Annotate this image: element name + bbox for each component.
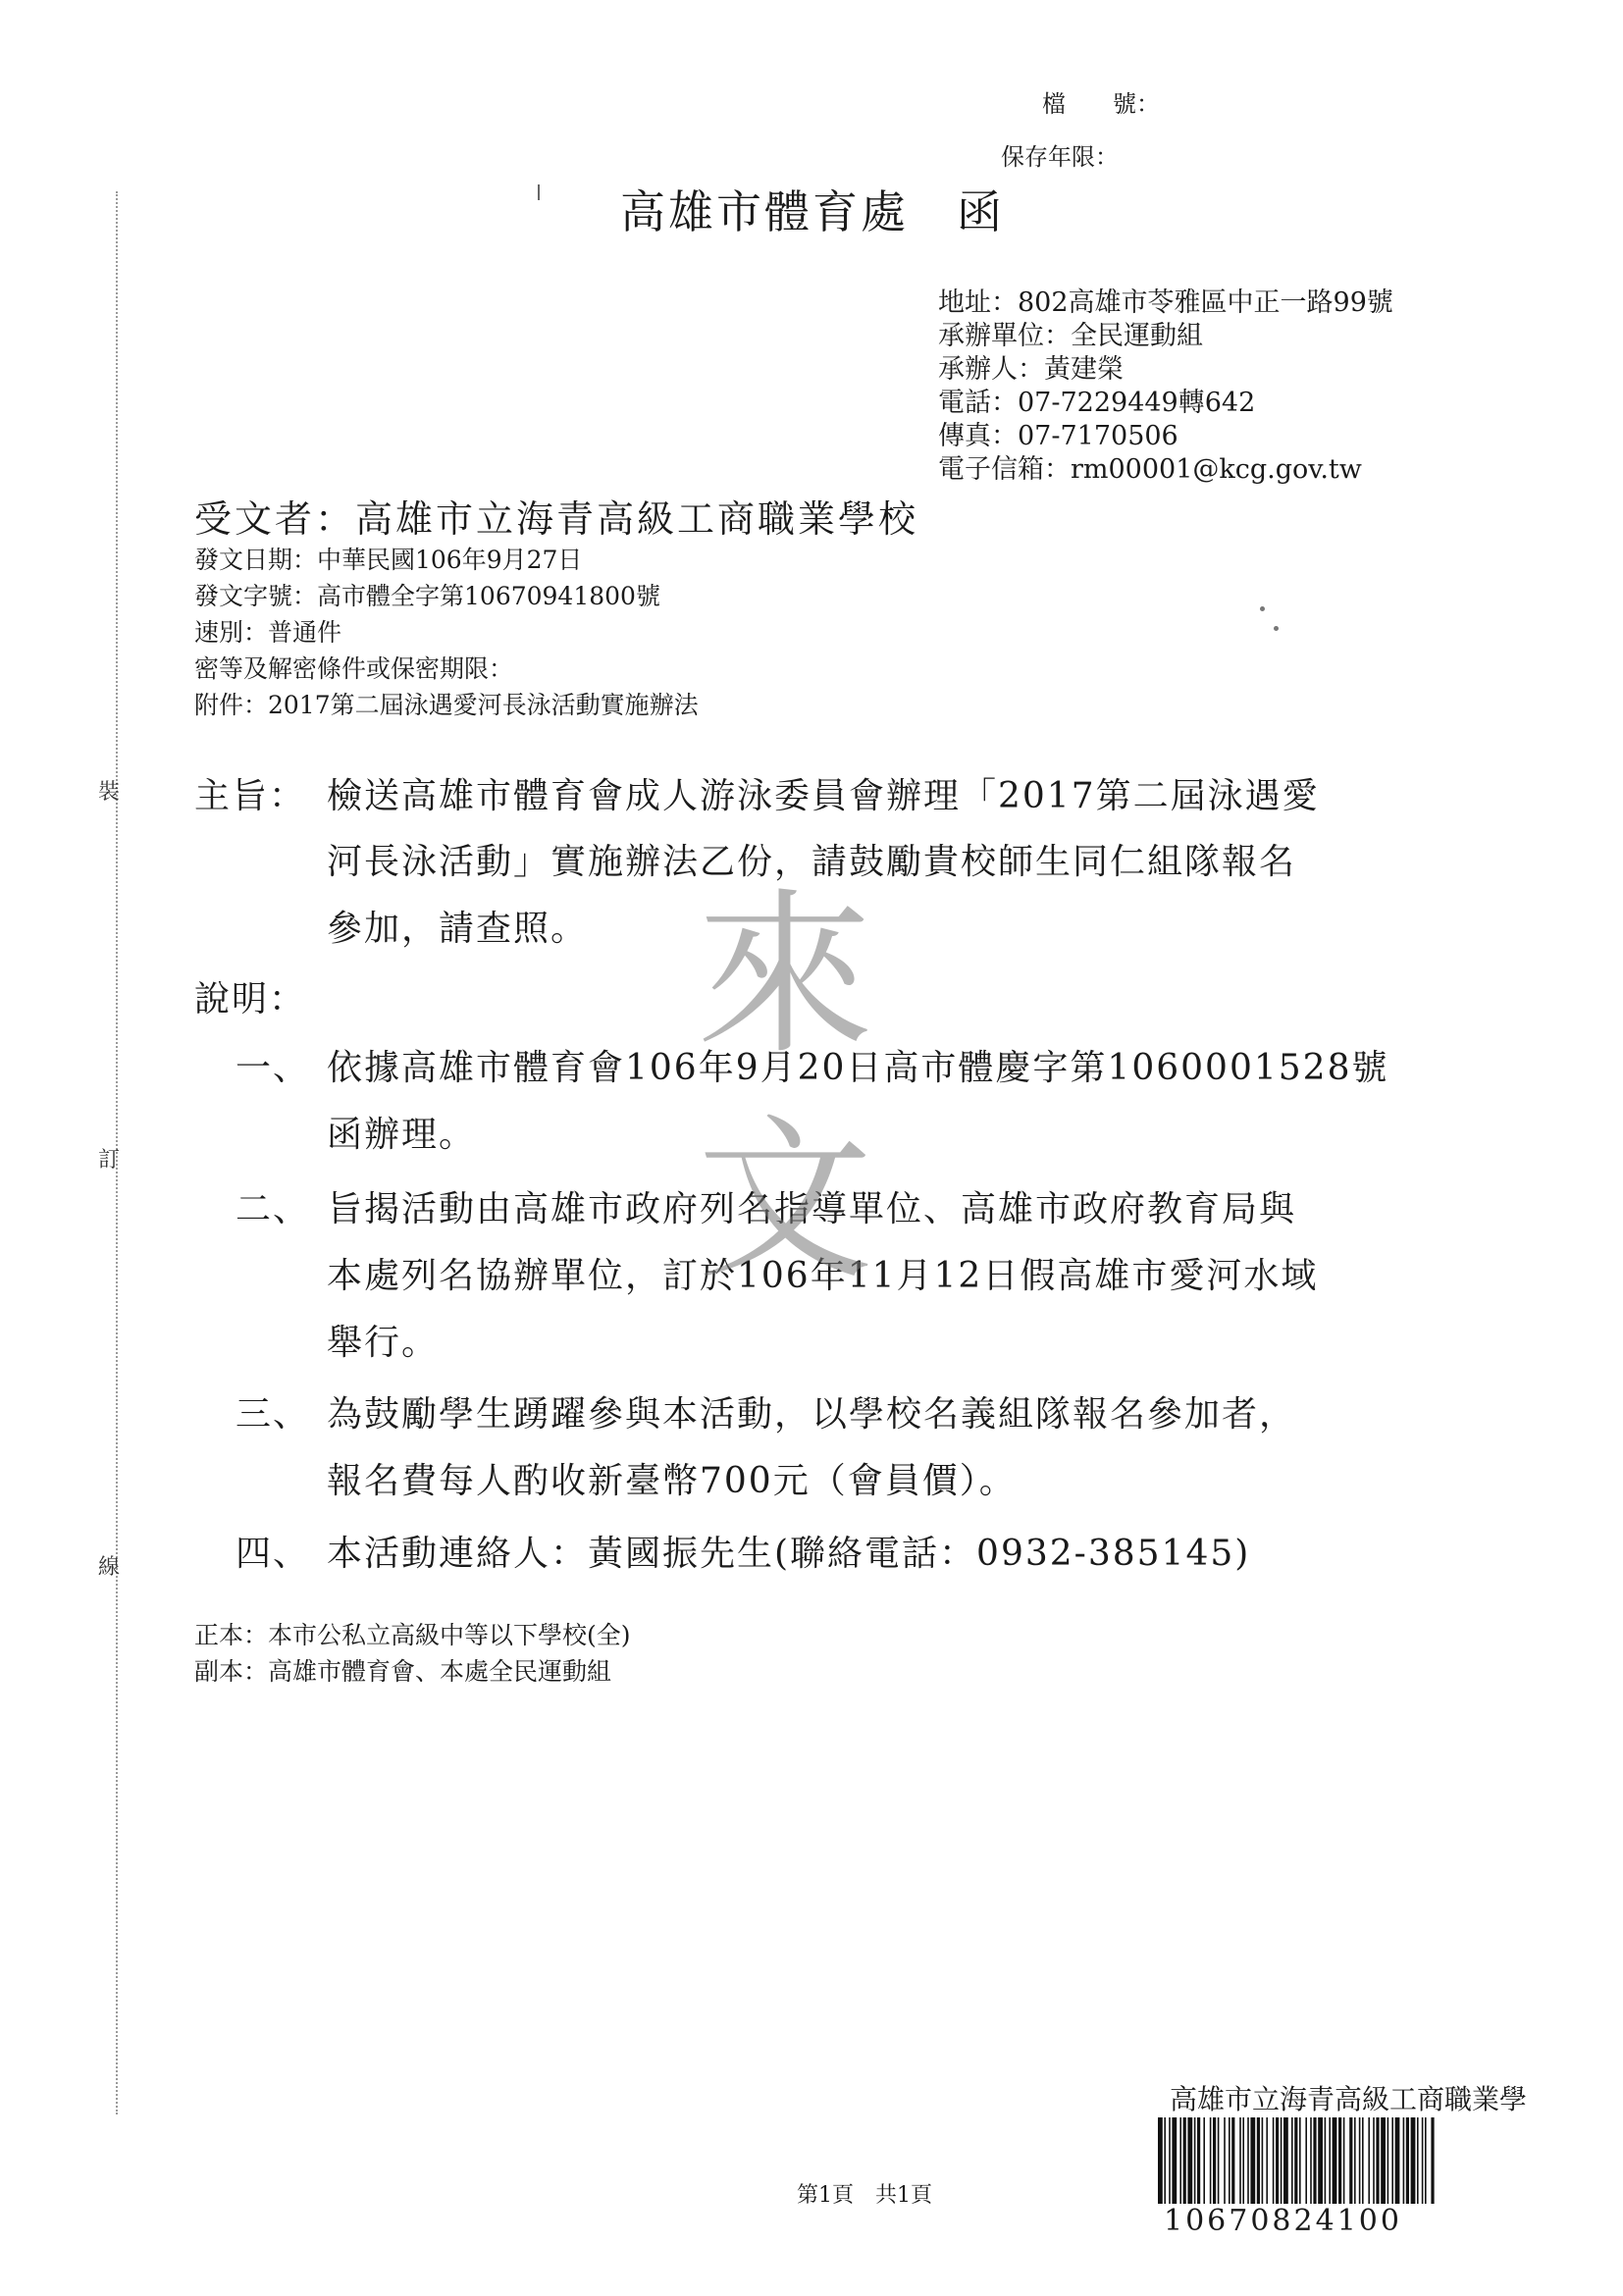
- subject-line-1: 檢送高雄市體育會成人游泳委員會辦理「2017第二屆泳遇愛: [327, 776, 1320, 816]
- barcode-bar: [1373, 2117, 1375, 2204]
- barcode-bar: [1247, 2117, 1249, 2204]
- barcode-bar: [1338, 2117, 1341, 2204]
- barcode-bar: [1224, 2117, 1226, 2204]
- barcode-number: 10670824100: [1164, 2204, 1402, 2238]
- contact-phone: 電話：07-7229449轉642: [938, 388, 1256, 418]
- barcode-bar: [1395, 2117, 1400, 2204]
- barcode-bar: [1257, 2117, 1260, 2204]
- barcode-bar: [1169, 2117, 1171, 2204]
- barcode-bar: [1318, 2117, 1323, 2204]
- item-4-line-1: 本活動連絡人：黃國振先生(聯絡電話：0932-385145): [327, 1534, 1251, 1574]
- barcode-bar: [1283, 2117, 1288, 2204]
- barcode-bar: [1411, 2117, 1416, 2204]
- item-1-line-1: 依據高雄市體育會106年9月20日高市體慶字第1060001528號: [327, 1048, 1389, 1088]
- barcode-bar: [1299, 2117, 1301, 2204]
- barcode-bar: [1305, 2117, 1307, 2204]
- barcode-bar: [1354, 2117, 1356, 2204]
- barcode-bar: [1183, 2117, 1186, 2204]
- doc-number: 發文字號：高市體全字第10670941800號: [194, 582, 660, 610]
- barcode-bar: [1359, 2117, 1361, 2204]
- item-1-number: 一、: [236, 1048, 311, 1088]
- barcode-bar: [1172, 2117, 1177, 2204]
- barcode-bar: [1203, 2117, 1205, 2204]
- scan-mark: [538, 184, 540, 200]
- item-2-number: 二、: [236, 1189, 311, 1229]
- barcode-bar: [1291, 2117, 1293, 2204]
- scan-speck: [1274, 626, 1279, 631]
- received-stamp-char-1: 來: [696, 873, 873, 1078]
- barcode-bar: [1349, 2117, 1352, 2204]
- receiver-school-name: 高雄市立海青高級工商職業學: [1170, 2083, 1528, 2115]
- barcode-bar: [1229, 2117, 1230, 2204]
- barcode-bar: [1417, 2117, 1419, 2204]
- barcode-bar: [1239, 2117, 1241, 2204]
- barcode-bar: [1368, 2117, 1370, 2204]
- barcode-bar: [1431, 2117, 1434, 2204]
- barcode-bar: [1310, 2117, 1312, 2204]
- barcode-bar: [1281, 2117, 1283, 2204]
- item-2-line-2: 本處列名協辦單位，訂於106年11月12日假高雄市愛河水域: [327, 1256, 1319, 1296]
- scan-speck: [1260, 606, 1265, 611]
- received-stamp: [687, 863, 883, 1315]
- retention-label: 保存年限：: [1001, 143, 1119, 171]
- barcode-bar: [1179, 2117, 1181, 2204]
- barcode-bar: [1262, 2117, 1264, 2204]
- subject-line-3: 參加，請查照。: [327, 909, 589, 949]
- barcode-bar: [1362, 2117, 1364, 2204]
- barcode-bar: [1210, 2117, 1212, 2204]
- barcode-bar: [1158, 2117, 1163, 2204]
- barcode-bar: [1391, 2117, 1393, 2204]
- received-stamp-char-2: 文: [696, 1099, 873, 1304]
- binding-mark-xian: 線: [98, 1555, 121, 1580]
- item-3-line-1: 為鼓勵學生踴躍參與本活動，以學校名義組隊報名參加者，: [327, 1394, 1297, 1435]
- document-title: 高雄市體育處 函: [620, 185, 1005, 238]
- explanation-label: 說明：: [194, 979, 307, 1019]
- barcode-bar: [1313, 2117, 1316, 2204]
- meta-block: [194, 542, 699, 723]
- copy-recipients: 副本：高雄市體育會、本處全民運動組: [194, 1657, 612, 1686]
- binding-mark-zhuang: 裝: [98, 780, 121, 805]
- page-number: 第1頁 共1頁: [797, 2183, 932, 2208]
- barcode-bar: [1387, 2117, 1389, 2204]
- barcode-bar: [1325, 2117, 1327, 2204]
- barcode-bar: [1242, 2117, 1244, 2204]
- barcode-bar: [1164, 2117, 1166, 2204]
- secrecy-level: 密等及解密條件或保密期限：: [194, 654, 514, 683]
- barcode-bar: [1376, 2117, 1379, 2204]
- original-recipients: 正本：本市公私立高級中等以下學校(全): [194, 1621, 631, 1649]
- item-2-line-1: 旨揭活動由高雄市政府列名指導單位、高雄市政府教育局與: [327, 1189, 1297, 1229]
- barcode-bar: [1187, 2117, 1192, 2204]
- barcode-bar: [1276, 2117, 1279, 2204]
- barcode-bar: [1422, 2117, 1424, 2204]
- contact-address: 地址：802高雄市苓雅區中正一路99號: [938, 287, 1393, 318]
- barcode-bar: [1329, 2117, 1331, 2204]
- barcode-bar: [1197, 2117, 1200, 2204]
- barcode-bar: [1403, 2117, 1405, 2204]
- barcode-bar: [1343, 2117, 1345, 2204]
- barcode-bar: [1250, 2117, 1255, 2204]
- barcode-bar: [1406, 2117, 1409, 2204]
- barcode-bar: [1381, 2117, 1386, 2204]
- item-3-number: 三、: [236, 1394, 311, 1435]
- item-1-line-2: 函辦理。: [327, 1115, 477, 1155]
- barcode-bar: [1213, 2117, 1216, 2204]
- contact-unit: 承辦單位：全民運動組: [938, 321, 1203, 351]
- contact-handler: 承辦人：黃建榮: [938, 354, 1124, 385]
- barcode-bar: [1194, 2117, 1196, 2204]
- barcode-bar: [1218, 2117, 1220, 2204]
- contact-fax: 傳真：07-7170506: [938, 421, 1178, 451]
- recipient: 受文者：高雄市立海青高級工商職業學校: [194, 497, 919, 541]
- subject-line-2: 河長泳活動」實施辦法乙份，請鼓勵貴校師生同仁組隊報名: [327, 842, 1297, 882]
- item-4-number: 四、: [236, 1534, 311, 1574]
- contact-email: 電子信箱：rm00001@kcg.gov.tw: [938, 454, 1362, 485]
- issue-date: 發文日期：中華民國106年9月27日: [194, 546, 583, 574]
- barcode-bar: [1273, 2117, 1275, 2204]
- barcode-bar: [1425, 2117, 1427, 2204]
- copies-block: [194, 1617, 631, 1690]
- barcode-bar: [1231, 2117, 1234, 2204]
- barcode-bar: [1294, 2117, 1297, 2204]
- subject-label: 主旨：: [194, 776, 307, 816]
- file-number-label: 檔 號：: [1042, 90, 1160, 118]
- barcode-bar: [1266, 2117, 1268, 2204]
- barcode-bar: [1333, 2117, 1337, 2204]
- binding-mark-ding: 訂: [98, 1148, 121, 1173]
- attachment: 附件：2017第二屆泳遇愛河長泳活動實施辦法: [194, 691, 699, 719]
- speed-class: 速別：普通件: [194, 618, 342, 647]
- item-3-line-2: 報名費每人酌收新臺幣700元（會員價）。: [327, 1461, 1017, 1501]
- contact-block: [938, 287, 1393, 487]
- barcode: [1158, 2117, 1595, 2204]
- item-2-line-3: 舉行。: [327, 1323, 440, 1363]
